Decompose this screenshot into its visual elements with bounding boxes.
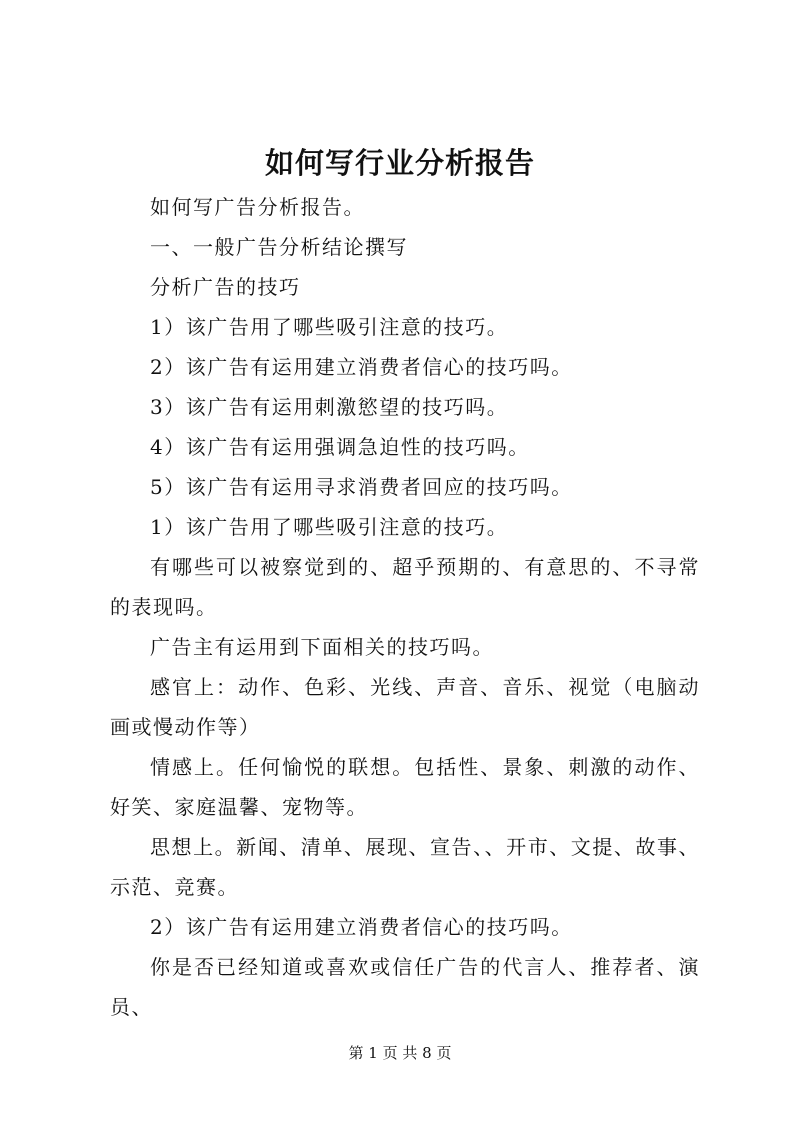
paragraph: 有哪些可以被察觉到的、超乎预期的、有意思的、不寻常的表现吗。 [110,555,700,619]
document-body [110,187,700,1027]
section-heading: 一、一般广告分析结论撰写 [150,235,408,259]
paragraph: 情感上。任何愉悦的联想。包括性、景象、刺激的动作、好笑、家庭温馨、宠物等。 [110,755,700,819]
list-item: 2）该广告有运用建立消费者信心的技巧吗。 [150,355,573,379]
list-item: 2）该广告有运用建立消费者信心的技巧吗。 [150,915,573,939]
list-item: 3）该广告有运用刺激慾望的技巧吗。 [150,395,509,419]
page-footer: 第 1 页 共 8 页 [348,1044,452,1062]
paragraph: 你是否已经知道或喜欢或信任广告的代言人、推荐者、演员、 [110,955,700,1019]
list-item: 5）该广告有运用寻求消费者回应的技巧吗。 [150,475,573,499]
list-item: 4）该广告有运用强调急迫性的技巧吗。 [150,435,530,459]
list-item: 1）该广告用了哪些吸引注意的技巧。 [150,515,509,539]
paragraph: 感官上：动作、色彩、光线、声音、音乐、视觉（电脑动画或慢动作等） [110,675,700,739]
paragraph: 广告主有运用到下面相关的技巧吗。 [150,635,494,659]
paragraph: 思想上。新闻、清单、展现、宣告、、开市、文提、故事、示范、竞赛。 [110,835,700,899]
list-item: 1）该广告用了哪些吸引注意的技巧。 [150,315,509,339]
document-title: 如何写行业分析报告 [264,146,535,180]
paragraph: 分析广告的技巧 [150,275,301,299]
paragraph: 如何写广告分析报告。 [150,195,365,219]
